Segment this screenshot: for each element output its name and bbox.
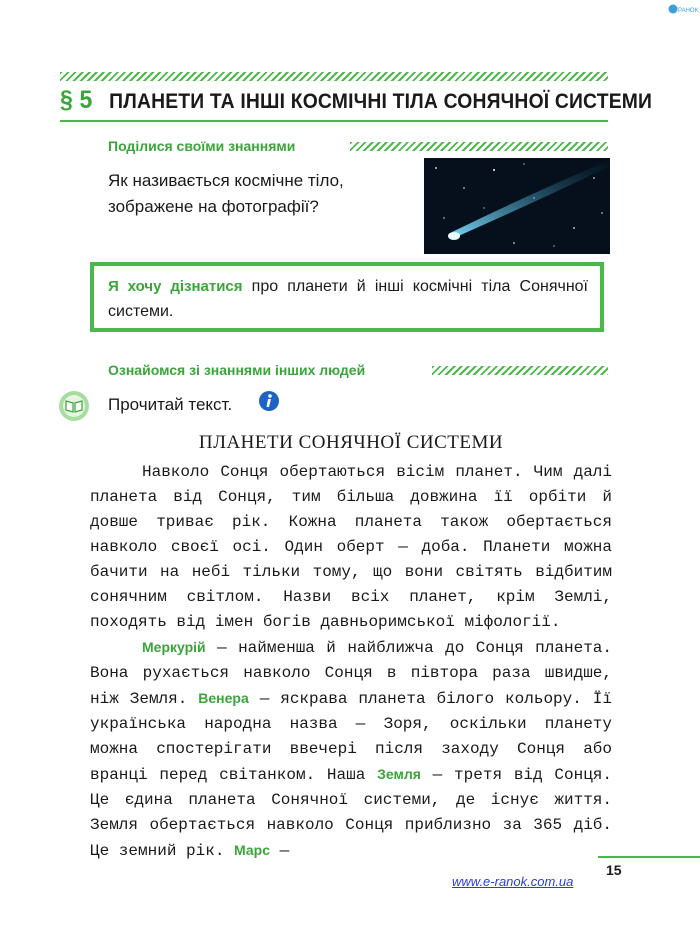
learn-rule xyxy=(432,366,608,375)
term-mars: Марс xyxy=(234,842,270,858)
term-mercury: Меркурій xyxy=(142,639,206,655)
svg-text:РАНОК: РАНОК xyxy=(678,8,699,14)
footer-rule xyxy=(598,856,700,858)
goal-text: Я хочу дізнатися про планети й інші космічні тіла Сонячної системи. xyxy=(108,278,589,320)
header-top-rule xyxy=(60,72,608,81)
article-title: ПЛАНЕТИ СОНЯЧНОЇ СИСТЕМИ xyxy=(198,432,504,453)
book-icon xyxy=(58,390,90,422)
read-instruction: Прочитай текст. xyxy=(108,395,233,414)
page-number: 15 xyxy=(606,862,622,878)
comet-photo xyxy=(424,158,610,254)
share-question: Як називається космічне тіло, зображене на фотографії? xyxy=(108,171,344,216)
section-header xyxy=(60,86,652,115)
article-body xyxy=(90,460,612,864)
header-bottom-rule xyxy=(60,120,608,122)
share-label: Поділися своїми знаннями xyxy=(108,138,296,154)
article-paragraph-2: Меркурій — найменша й найближча до Сонця планета. Вона рухається навколо Сонця в півтора раза швидше, ніж Земля. Венера — яскрава планета білого кольору. Її українська народна назва — Зоря, оскільки планету можна спостерігати ввечері після заходу Сонця або вранці перед світанком. Наша Земля — третя від Сонця. Це єдина планета Сонячної системи, де існує життя. Земля обертається навколо Сонця приблизно за 365 діб. Це земний рік. Марс — xyxy=(90,639,612,860)
footer-url-link[interactable]: www.e-ranok.com.ua xyxy=(452,874,574,889)
article-paragraph-1: Навколо Сонця обертаються вісім планет. Чим далі планета від Сонця, тим більша довжина її орбіти й довше триває рік. Кожна планета також обертається навколо своєї осі. Один оберт — доба. Планети можна бачити на небі тільки тому, що вони світять відбитим сонячним світлом. Назви всіх планет, крім Землі, походять від імен богів давньоримської міфології. xyxy=(90,463,612,631)
learn-label: Ознайомся зі знаннями інших людей xyxy=(108,362,366,378)
info-icon xyxy=(258,390,280,412)
share-rule xyxy=(350,142,608,151)
term-earth: Земля xyxy=(377,766,421,782)
publisher-logo xyxy=(668,2,699,14)
term-venus: Венера xyxy=(198,690,249,706)
section-number: § 5 xyxy=(60,86,93,114)
section-title: ПЛАНЕТИ ТА ІНШІ КОСМІЧНІ ТІЛА СОНЯЧНОЇ СИСТЕМИ xyxy=(109,90,653,113)
